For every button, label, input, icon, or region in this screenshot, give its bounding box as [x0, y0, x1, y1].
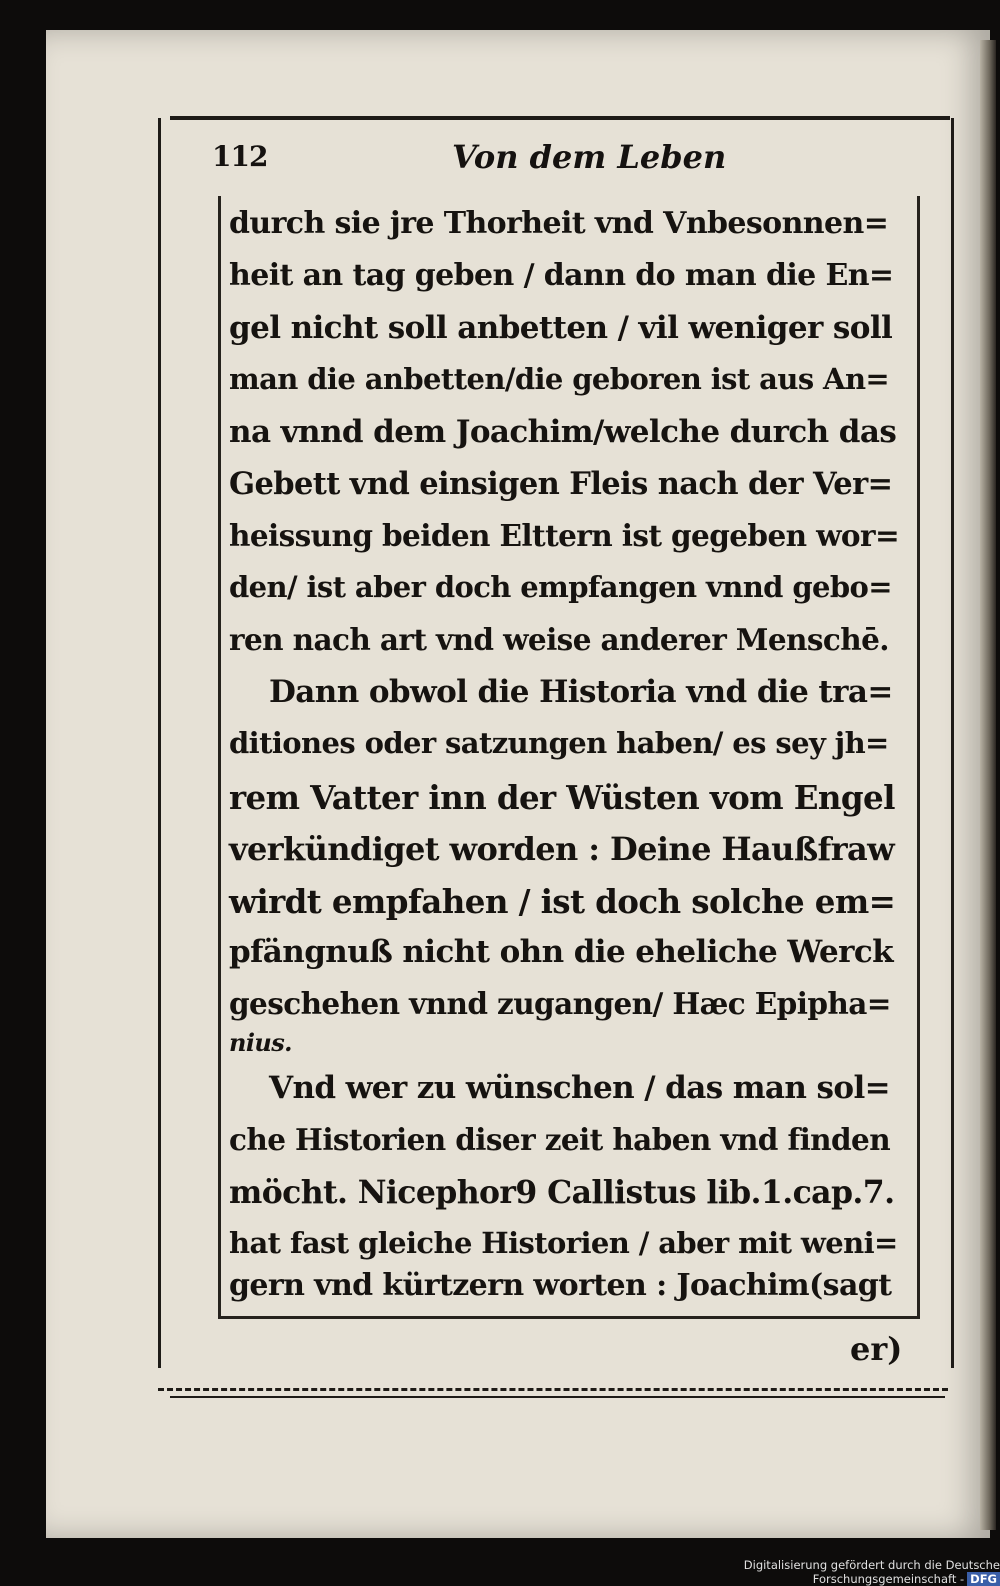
text-line: geschehen vnnd zugangen/ Hæc Epipha= [229, 986, 891, 1021]
text-line: heit an tag geben / dann do man die En= [229, 258, 894, 293]
catchword: er) [850, 1330, 903, 1368]
page-edge [980, 40, 996, 1530]
text-line: wirdt empfahen / ist doch solche em= [229, 882, 896, 921]
text-line: durch sie jre Thorheit vnd Vnbesonnen= [229, 206, 889, 241]
digitization-credit [600, 1548, 1000, 1586]
page-header [212, 140, 912, 180]
text-line: na vnnd dem Joachim/welche durch das [229, 414, 897, 450]
text-line: gel nicht soll anbetten / vil weniger soll [229, 310, 893, 346]
text-line: pfängnuß nicht ohn die eheliche Werck [229, 934, 894, 970]
text-block [218, 196, 920, 1319]
text-line: che Historien diser zeit haben vnd finden [229, 1122, 891, 1157]
text-line: Vnd wer zu wünschen / das man sol= [269, 1070, 891, 1106]
text-line: heissung beiden Elttern ist gegeben wor= [229, 518, 900, 553]
dfg-logo: DFG [967, 1572, 1000, 1586]
text-line: möcht. Nicephor9 Callistus lib.1.cap.7. [229, 1174, 895, 1211]
text-line: den/ ist aber doch empfangen vnnd gebo= [229, 570, 892, 604]
frame-bottom-rule-inner [170, 1396, 945, 1398]
text-line: ren nach art vnd weise anderer Menschē. [229, 622, 889, 657]
frame-bottom-rule [158, 1388, 948, 1391]
text-line: Dann obwol die Historia vnd die tra= [269, 674, 893, 710]
text-line: Gebett vnd einsigen Fleis nach der Ver= [229, 466, 893, 502]
text-line: man die anbetten/die geboren ist aus An= [229, 362, 890, 396]
text-line: nius. [229, 1028, 292, 1057]
text-line: ditiones oder satzungen haben/ es sey jh= [229, 726, 889, 760]
page-number: 112 [212, 140, 268, 173]
text-line: verkündiget worden : Deine Haußfraw [229, 830, 895, 868]
text-line: gern vnd kürtzern worten : Joachim(sagt [229, 1268, 892, 1303]
credit-text: Digitalisierung gefördert durch die Deutsche Forschungsgemeinschaft - [743, 1558, 1000, 1586]
running-head: Von dem Leben [452, 138, 727, 176]
text-line: hat fast gleiche Historien / aber mit weni= [229, 1226, 898, 1260]
text-line: rem Vatter inn der Wüsten vom Engel [229, 778, 895, 817]
